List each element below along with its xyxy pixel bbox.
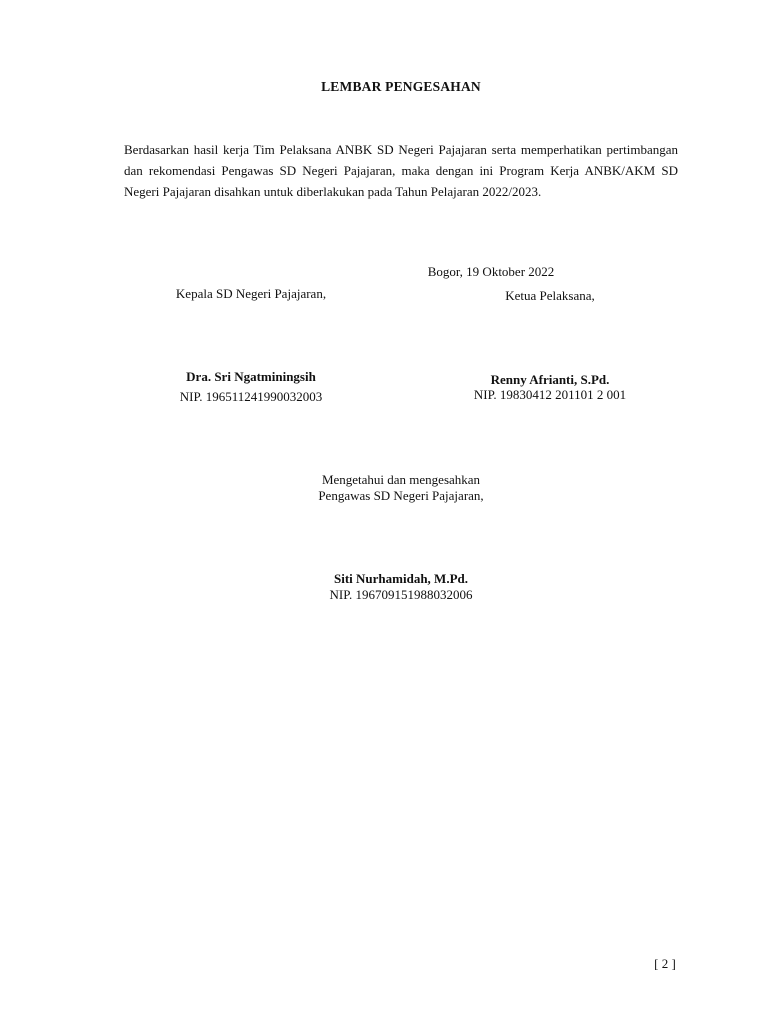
acknowledgement-line-1: Mengetahui dan mengesahkan (321, 472, 481, 487)
left-signatory-nip: NIP. 196511241990032003 (179, 389, 323, 404)
acknowledgement-line-2: Pengawas SD Negeri Pajajaran, (318, 488, 484, 503)
page-title: LEMBAR PENGESAHAN (321, 79, 481, 94)
page-number: [ 2 ] (654, 956, 676, 971)
approval-paragraph: Berdasarkan hasil kerja Tim Pelaksana ANBK SD Negeri Pajajaran serta memperhatikan pertimbangan dan rekomendasi Pengawas SD Negeri Pajajaran, maka dengan ini Program Kerja ANBK/AKM SD Negeri Pajajaran disahkan untuk diberlakukan pada Tahun Pelajaran 2022/2023. (124, 142, 678, 199)
supervisor-name: Siti Nurhamidah, M.Pd. (334, 571, 468, 586)
place-date: Bogor, 19 Oktober 2022 (427, 264, 555, 279)
left-signatory-role: Kepala SD Negeri Pajajaran, (175, 286, 327, 301)
right-signatory-role: Ketua Pelaksana, (505, 288, 595, 303)
right-signatory-nip: NIP. 19830412 201101 2 001 (473, 387, 627, 402)
left-signatory-name: Dra. Sri Ngatminingsih (186, 369, 316, 384)
right-signatory-name: Renny Afrianti, S.Pd. (490, 372, 610, 387)
supervisor-nip: NIP. 196709151988032006 (329, 587, 473, 602)
